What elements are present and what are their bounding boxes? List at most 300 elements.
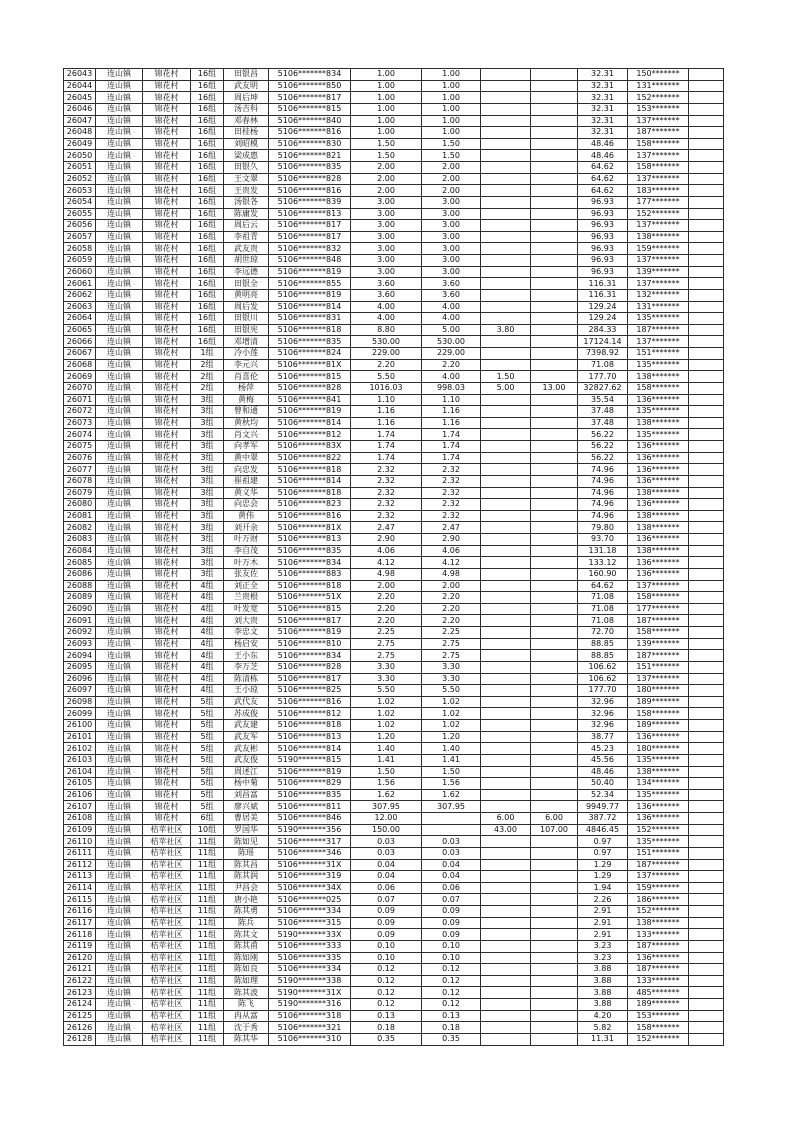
table-cell: 叶发宽	[224, 603, 269, 615]
table-cell: 5106*******321	[269, 1022, 351, 1034]
table-cell: 连山镇	[96, 348, 143, 360]
table-cell: 黄伟	[224, 510, 269, 522]
table-cell: 26123	[64, 987, 96, 999]
table-cell: 138*******	[628, 917, 689, 929]
table-cell: 锦花村	[143, 580, 191, 592]
table-cell: 2.91	[578, 929, 628, 941]
table-cell	[481, 185, 531, 197]
table-cell: 3组	[191, 545, 224, 557]
table-cell: 锦花村	[143, 220, 191, 232]
table-cell: 刘昌富	[224, 789, 269, 801]
table-cell	[689, 696, 724, 708]
table-cell	[481, 650, 531, 662]
table-cell: 连山镇	[96, 906, 143, 918]
table-cell: 5190*******338	[269, 975, 351, 987]
table-cell	[689, 906, 724, 918]
table-cell: 136*******	[628, 952, 689, 964]
table-cell: 16组	[191, 301, 224, 313]
table-cell: 连山镇	[96, 371, 143, 383]
table-cell: 连山镇	[96, 196, 143, 208]
table-cell: 连山镇	[96, 243, 143, 255]
table-cell: 0.04	[351, 859, 422, 871]
table-cell	[689, 975, 724, 987]
table-cell	[531, 708, 578, 720]
table-cell	[689, 917, 724, 929]
table-cell: 锦花村	[143, 696, 191, 708]
table-cell: 连山镇	[96, 289, 143, 301]
table-cell: 180*******	[628, 743, 689, 755]
table-cell	[481, 150, 531, 162]
table-cell: 158*******	[628, 627, 689, 639]
table-cell	[481, 603, 531, 615]
table-cell: 0.09	[422, 906, 481, 918]
table-cell: 26110	[64, 836, 96, 848]
table-cell: 26067	[64, 348, 96, 360]
table-cell: 锦花村	[143, 731, 191, 743]
table-cell: 桔苹社区	[143, 871, 191, 883]
table-cell: 16组	[191, 150, 224, 162]
table-cell: 2.20	[351, 592, 422, 604]
table-cell: 锦花村	[143, 464, 191, 476]
table-cell: 5.82	[578, 1022, 628, 1034]
table-row	[64, 475, 724, 487]
table-cell: 116.31	[578, 278, 628, 290]
table-cell: 连山镇	[96, 92, 143, 104]
table-cell: 26045	[64, 92, 96, 104]
table-cell	[531, 185, 578, 197]
table-cell: 151*******	[628, 847, 689, 859]
table-row	[64, 289, 724, 301]
table-cell: 连山镇	[96, 847, 143, 859]
table-cell: 0.12	[422, 987, 481, 999]
table-cell: 4846.45	[578, 824, 628, 836]
table-cell: 陈如见	[224, 836, 269, 848]
table-cell: 5106*******848	[269, 255, 351, 267]
table-cell: 连山镇	[96, 382, 143, 394]
table-cell	[689, 661, 724, 673]
table-cell: 桔苹社区	[143, 975, 191, 987]
table-cell: 5106*******51X	[269, 592, 351, 604]
table-cell: 连山镇	[96, 952, 143, 964]
table-cell: 3.00	[422, 255, 481, 267]
table-cell: 0.07	[351, 894, 422, 906]
table-cell	[481, 987, 531, 999]
table-cell	[689, 510, 724, 522]
table-cell: 连山镇	[96, 417, 143, 429]
table-cell: 187*******	[628, 127, 689, 139]
table-row	[64, 545, 724, 557]
table-cell: 2.75	[422, 638, 481, 650]
table-cell: 0.12	[351, 964, 422, 976]
table-cell: 锦花村	[143, 406, 191, 418]
table-cell: 周述江	[224, 766, 269, 778]
table-cell: 桔苹社区	[143, 940, 191, 952]
table-cell	[689, 847, 724, 859]
table-cell: 4.00	[422, 301, 481, 313]
table-cell	[689, 1022, 724, 1034]
table-cell: 11组	[191, 859, 224, 871]
table-cell: 2.47	[351, 522, 422, 534]
table-cell: 183*******	[628, 185, 689, 197]
table-cell: 35.54	[578, 394, 628, 406]
table-cell: 32.96	[578, 708, 628, 720]
table-cell	[481, 138, 531, 150]
table-cell	[481, 196, 531, 208]
table-cell: 2组	[191, 371, 224, 383]
table-cell: 1.74	[422, 452, 481, 464]
table-cell: 189*******	[628, 696, 689, 708]
table-cell: 129.24	[578, 301, 628, 313]
table-cell	[531, 301, 578, 313]
table-cell: 131.18	[578, 545, 628, 557]
table-cell	[531, 220, 578, 232]
table-cell: 106.62	[578, 673, 628, 685]
table-cell: 0.09	[422, 917, 481, 929]
table-cell	[531, 231, 578, 243]
table-cell: 连山镇	[96, 80, 143, 92]
table-cell: 5106*******813	[269, 208, 351, 220]
table-cell: 284.33	[578, 324, 628, 336]
table-cell: 刘开余	[224, 522, 269, 534]
table-row	[64, 661, 724, 673]
table-cell: 74.96	[578, 499, 628, 511]
table-cell: 5106*******818	[269, 580, 351, 592]
table-cell: 26076	[64, 452, 96, 464]
table-cell: 16组	[191, 231, 224, 243]
table-cell: 尹昌会	[224, 882, 269, 894]
table-cell: 连山镇	[96, 801, 143, 813]
table-cell: 连山镇	[96, 220, 143, 232]
table-cell: 5106*******815	[269, 371, 351, 383]
table-cell: 16组	[191, 324, 224, 336]
table-cell: 16组	[191, 289, 224, 301]
table-cell: 5106*******319	[269, 871, 351, 883]
table-cell: 汤吉科	[224, 103, 269, 115]
table-cell	[531, 371, 578, 383]
table-cell	[531, 871, 578, 883]
table-cell: 26055	[64, 208, 96, 220]
table-cell: 26050	[64, 150, 96, 162]
table-cell: 177*******	[628, 196, 689, 208]
table-cell	[531, 882, 578, 894]
table-cell: 连山镇	[96, 522, 143, 534]
table-cell	[481, 929, 531, 941]
table-cell: 26069	[64, 371, 96, 383]
table-cell: 桔苹社区	[143, 929, 191, 941]
table-cell: 11组	[191, 847, 224, 859]
table-cell: 26065	[64, 324, 96, 336]
table-cell	[481, 301, 531, 313]
table-cell: 5106*******346	[269, 847, 351, 859]
table-cell: 11组	[191, 987, 224, 999]
table-cell: 1.56	[351, 778, 422, 790]
table-cell: 26099	[64, 708, 96, 720]
table-cell: 2.32	[351, 487, 422, 499]
table-cell: 2.32	[422, 475, 481, 487]
table-row	[64, 778, 724, 790]
table-cell: 3.00	[351, 266, 422, 278]
table-cell: 5106*******828	[269, 382, 351, 394]
table-cell: 5106*******81X	[269, 359, 351, 371]
table-cell: 2.20	[422, 359, 481, 371]
table-cell	[531, 592, 578, 604]
table-cell: 136*******	[628, 813, 689, 825]
table-cell: 3.60	[422, 278, 481, 290]
table-cell: 杨启安	[224, 638, 269, 650]
table-cell	[481, 940, 531, 952]
table-cell	[531, 580, 578, 592]
table-cell	[689, 743, 724, 755]
table-cell: 3组	[191, 429, 224, 441]
table-row	[64, 673, 724, 685]
table-row	[64, 975, 724, 987]
table-row	[64, 696, 724, 708]
table-row	[64, 580, 724, 592]
table-cell: 4组	[191, 615, 224, 627]
table-cell: 锦花村	[143, 743, 191, 755]
table-cell	[481, 638, 531, 650]
table-cell	[481, 615, 531, 627]
table-cell: 4组	[191, 685, 224, 697]
table-row	[64, 150, 724, 162]
table-cell: 177.70	[578, 371, 628, 383]
table-cell: 26111	[64, 847, 96, 859]
table-cell: 4.12	[422, 557, 481, 569]
table-cell: 李元兴	[224, 359, 269, 371]
table-cell	[689, 173, 724, 185]
table-cell: 5106*******335	[269, 952, 351, 964]
table-cell: 26060	[64, 266, 96, 278]
table-cell	[531, 92, 578, 104]
table-cell: 26054	[64, 196, 96, 208]
table-cell	[531, 673, 578, 685]
table-cell: 11.31	[578, 1033, 628, 1045]
table-cell: 5组	[191, 754, 224, 766]
table-cell: 4组	[191, 580, 224, 592]
table-cell: 26044	[64, 80, 96, 92]
table-cell: 2.32	[422, 464, 481, 476]
table-cell: 1.50	[422, 138, 481, 150]
table-cell: 张友佐	[224, 568, 269, 580]
table-cell: 4组	[191, 627, 224, 639]
table-cell	[689, 778, 724, 790]
table-cell: 11组	[191, 882, 224, 894]
table-cell: 16组	[191, 336, 224, 348]
table-cell: 5106*******829	[269, 778, 351, 790]
table-cell: 5.50	[351, 685, 422, 697]
table-cell	[531, 103, 578, 115]
table-cell	[531, 917, 578, 929]
table-cell	[481, 952, 531, 964]
table-cell: 5106*******318	[269, 1010, 351, 1022]
table-cell	[481, 975, 531, 987]
table-cell: 26062	[64, 289, 96, 301]
table-cell: 3.30	[351, 673, 422, 685]
table-cell: 5190*******33X	[269, 929, 351, 941]
table-cell: 2.32	[351, 499, 422, 511]
table-cell: 307.95	[422, 801, 481, 813]
table-cell: 136*******	[628, 464, 689, 476]
table-cell	[481, 627, 531, 639]
table-cell: 11组	[191, 975, 224, 987]
table-cell: 锦花村	[143, 162, 191, 174]
table-cell: 26124	[64, 999, 96, 1011]
table-cell: 137*******	[628, 255, 689, 267]
table-cell: 4组	[191, 673, 224, 685]
table-cell: 汤银各	[224, 196, 269, 208]
table-cell: 锦花村	[143, 661, 191, 673]
table-cell: 1.10	[422, 394, 481, 406]
table-cell: 武友彬	[224, 743, 269, 755]
table-cell	[689, 475, 724, 487]
table-cell: 锦花村	[143, 301, 191, 313]
table-cell: 5106*******817	[269, 615, 351, 627]
table-cell: 锦花村	[143, 650, 191, 662]
table-cell: 连山镇	[96, 696, 143, 708]
table-cell	[481, 882, 531, 894]
table-cell: 5组	[191, 743, 224, 755]
table-cell: 李忠文	[224, 627, 269, 639]
table-cell: 26093	[64, 638, 96, 650]
table-cell	[531, 80, 578, 92]
table-cell	[481, 778, 531, 790]
table-cell	[689, 650, 724, 662]
table-cell: 连山镇	[96, 557, 143, 569]
table-cell: 3.00	[351, 220, 422, 232]
table-cell: 45.23	[578, 743, 628, 755]
table-row	[64, 720, 724, 732]
table-cell: 26064	[64, 313, 96, 325]
table-cell	[689, 441, 724, 453]
table-cell: 桔苹社区	[143, 1022, 191, 1034]
table-cell: 李万芝	[224, 661, 269, 673]
table-cell: 4组	[191, 592, 224, 604]
table-cell: 连山镇	[96, 441, 143, 453]
table-cell: 32.96	[578, 696, 628, 708]
table-cell	[481, 115, 531, 127]
table-cell	[689, 789, 724, 801]
table-cell: 38.77	[578, 731, 628, 743]
table-cell: 26102	[64, 743, 96, 755]
table-cell: 连山镇	[96, 766, 143, 778]
table-cell: 6组	[191, 813, 224, 825]
table-cell	[481, 685, 531, 697]
table-cell: 陈兵	[224, 917, 269, 929]
table-cell: 26086	[64, 568, 96, 580]
table-cell: 11组	[191, 940, 224, 952]
table-row	[64, 196, 724, 208]
table-cell	[531, 441, 578, 453]
table-cell: 陈瑶	[224, 847, 269, 859]
table-cell	[531, 289, 578, 301]
table-cell: 锦花村	[143, 289, 191, 301]
table-cell: 0.18	[351, 1022, 422, 1034]
table-row	[64, 522, 724, 534]
table-cell: 0.12	[351, 999, 422, 1011]
table-row	[64, 557, 724, 569]
table-row	[64, 348, 724, 360]
table-cell: 锦花村	[143, 638, 191, 650]
table-cell: 连山镇	[96, 1010, 143, 1022]
table-cell: 武友明	[224, 80, 269, 92]
table-cell: 连山镇	[96, 301, 143, 313]
table-cell: 连山镇	[96, 708, 143, 720]
table-cell: 137*******	[628, 220, 689, 232]
table-cell	[689, 1033, 724, 1045]
table-cell	[481, 696, 531, 708]
table-cell: 189*******	[628, 999, 689, 1011]
table-cell: 16组	[191, 196, 224, 208]
table-cell	[481, 743, 531, 755]
table-cell: 锦花村	[143, 568, 191, 580]
table-cell: 连山镇	[96, 673, 143, 685]
table-cell: 2.25	[422, 627, 481, 639]
table-cell: 2.91	[578, 917, 628, 929]
table-cell: 桔苹社区	[143, 952, 191, 964]
table-cell: 135*******	[628, 789, 689, 801]
table-cell: 连山镇	[96, 278, 143, 290]
table-cell: 5.50	[351, 371, 422, 383]
table-cell: 0.12	[422, 999, 481, 1011]
table-cell: 0.09	[351, 906, 422, 918]
table-cell: 116.31	[578, 289, 628, 301]
table-cell: 锦花村	[143, 150, 191, 162]
table-cell	[481, 359, 531, 371]
table-cell	[481, 80, 531, 92]
table-cell: 5106*******812	[269, 429, 351, 441]
table-cell	[531, 987, 578, 999]
table-cell: 26052	[64, 173, 96, 185]
table-cell: 连山镇	[96, 813, 143, 825]
table-cell	[689, 685, 724, 697]
table-cell: 2.00	[422, 580, 481, 592]
table-cell: 26104	[64, 766, 96, 778]
table-cell: 152*******	[628, 208, 689, 220]
table-row	[64, 603, 724, 615]
table-cell	[531, 255, 578, 267]
table-cell: 5组	[191, 766, 224, 778]
table-cell	[689, 417, 724, 429]
table-row	[64, 568, 724, 580]
table-cell: 52.34	[578, 789, 628, 801]
table-cell	[481, 522, 531, 534]
table-cell	[531, 929, 578, 941]
table-cell: 连山镇	[96, 894, 143, 906]
table-cell: 田银久	[224, 162, 269, 174]
table-cell	[689, 580, 724, 592]
table-cell: 3.88	[578, 999, 628, 1011]
table-cell: 530.00	[422, 336, 481, 348]
table-cell: 3组	[191, 568, 224, 580]
table-cell: 桔苹社区	[143, 1033, 191, 1045]
table-cell: 2.32	[351, 510, 422, 522]
table-cell: 3组	[191, 441, 224, 453]
table-cell: 3.30	[422, 661, 481, 673]
table-cell: 5106*******819	[269, 266, 351, 278]
table-cell: 187*******	[628, 964, 689, 976]
table-cell: 26079	[64, 487, 96, 499]
table-cell	[481, 429, 531, 441]
table-cell: 3.88	[578, 964, 628, 976]
table-cell: 王小东	[224, 650, 269, 662]
table-cell: 锦花村	[143, 371, 191, 383]
table-cell: 2.20	[422, 615, 481, 627]
table-cell: 邓增清	[224, 336, 269, 348]
table-cell: 177*******	[628, 603, 689, 615]
table-row	[64, 813, 724, 825]
table-cell: 1.50	[351, 150, 422, 162]
table-cell: 0.06	[351, 882, 422, 894]
